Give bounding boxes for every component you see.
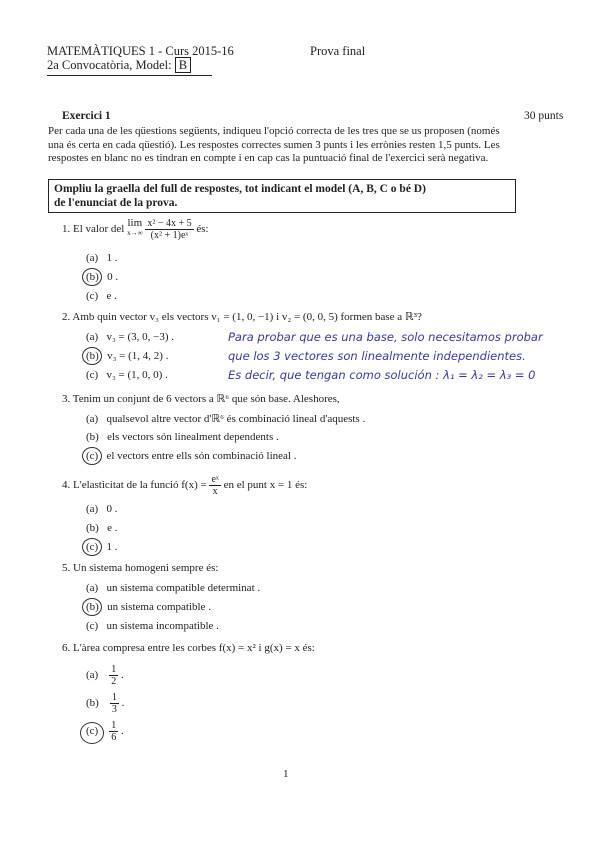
q6-option-b[interactable]: (b) $\frac{1}{3}$ . [86, 692, 125, 715]
exercise-intro: Per cada una de les qüestions següents, indiqueu l'opció correcta de les tres que se us proposen (només una és certa en cada qüestió). Les respostes correctes sumen 3 punts i les errònies resten 1,5 punts. Les respostes en blanc no es tindran en compte i en cap cas la puntuació final de l'exercici serà negativa. [48, 125, 500, 164]
q1-post: és: [196, 223, 209, 236]
q3-answer-circle [82, 447, 102, 465]
q4-option-a[interactable]: (a) 0 . [86, 503, 118, 515]
exercise-title: Exercici 1 [62, 110, 111, 122]
q1-lim: lim [127, 217, 143, 229]
q2-option-a[interactable]: (a) v₃ = (3, 0, −3) . [86, 331, 175, 343]
question-5: 5. Un sistema homogeni sempre és: [62, 562, 219, 574]
instruction-line-2: de l'enunciat de la prova. [54, 197, 178, 209]
q5-option-b[interactable]: (b) un sistema compatible . [86, 601, 211, 613]
course-title: MATEMÀTIQUES 1 - Curs 2015-16 [47, 44, 234, 58]
q4-numerator: eˣ [211, 474, 219, 485]
q1-numerator: x² − 4x + 5 [147, 218, 192, 229]
question-1 [62, 218, 209, 241]
header-rule [47, 75, 212, 76]
q4-option-c[interactable]: (c) 1 . [86, 541, 118, 553]
question-6: 6. L'àrea compresa entre les corbes f(x) = x² i g(x) = x és: [62, 642, 315, 654]
q1-text: 1. El valor del [62, 223, 125, 236]
exercise-points: 30 punts [524, 110, 564, 122]
instruction-line-1: Ompliu la graella del full de respostes, tot indicant el model (A, B, C o bé D) [54, 183, 426, 195]
convocatoria-label: 2a Convocatòria, Model: [47, 58, 172, 72]
q4-post: en el punt x = 1 és: [223, 479, 308, 492]
q4-text: 4. L'elasticitat de la funció f(x) = [62, 479, 207, 492]
instruction-box [48, 179, 516, 213]
model-letter: B [175, 57, 191, 73]
q6-answer-circle [80, 722, 104, 744]
question-4 [62, 474, 307, 497]
q1-option-c[interactable]: (c) e . [86, 290, 117, 302]
q3-option-a[interactable]: (a) qualsevol altre vector d'ℝ⁶ és combinació lineal d'aquests . [86, 413, 366, 425]
q3-option-c[interactable]: (c) el vectors entre ells són combinació lineal . [86, 450, 297, 462]
q1-option-b[interactable]: (b) 0 . [86, 271, 119, 283]
page-number: 1 [283, 768, 289, 780]
q4-fraction [209, 474, 220, 497]
question-3: 3. Tenim un conjunt de 6 vectors a ℝ⁶ que són base. Aleshores, [62, 393, 340, 405]
q4-answer-circle [82, 538, 102, 556]
q2-handwritten-note-1: Para probar que es una base, solo necesitamos probar [228, 330, 543, 344]
q2-handwritten-note-2: que los 3 vectores son linealmente independientes. [228, 349, 526, 363]
q5-option-c[interactable]: (c) un sistema incompatible . [86, 620, 219, 632]
q5-answer-circle [82, 598, 102, 616]
q2-option-b[interactable]: (b) v₃ = (1, 4, 2) . [86, 350, 169, 362]
q3-option-b[interactable]: (b) els vectors són linealment dependents . [86, 431, 279, 443]
q1-limit [127, 218, 143, 238]
convocatoria-line [47, 58, 191, 73]
q1-answer-circle [82, 268, 102, 286]
q4-option-b[interactable]: (b) e . [86, 522, 118, 534]
q6-option-a[interactable]: (a) $\frac{1}{2}$ . [86, 664, 124, 687]
q1-fraction [145, 218, 193, 241]
q1-lim-sub: x→∞ [127, 229, 143, 237]
q6-option-c[interactable]: (c) $\frac{1}{6}$ . [86, 720, 124, 743]
exam-title: Prova final [310, 44, 366, 58]
q4-denominator: x [212, 486, 218, 497]
q2-option-c[interactable]: (c) v₃ = (1, 0, 0) . [86, 369, 168, 381]
q1-option-a[interactable]: (a) 1 . [86, 252, 118, 264]
q2-answer-circle [82, 347, 102, 365]
q5-option-a[interactable]: (a) un sistema compatible determinat . [86, 582, 261, 594]
q2-handwritten-note-3: Es decir, que tengan como solución : λ₁ = λ₂ = λ₃ = 0 [228, 368, 536, 382]
question-2: 2. Amb quin vector v₃ els vectors v₁ = (1, 0, −1) i v₂ = (0, 0, 5) formen base a ℝ³? [62, 311, 422, 323]
q1-denominator: (x² + 1)eˣ [150, 230, 189, 241]
